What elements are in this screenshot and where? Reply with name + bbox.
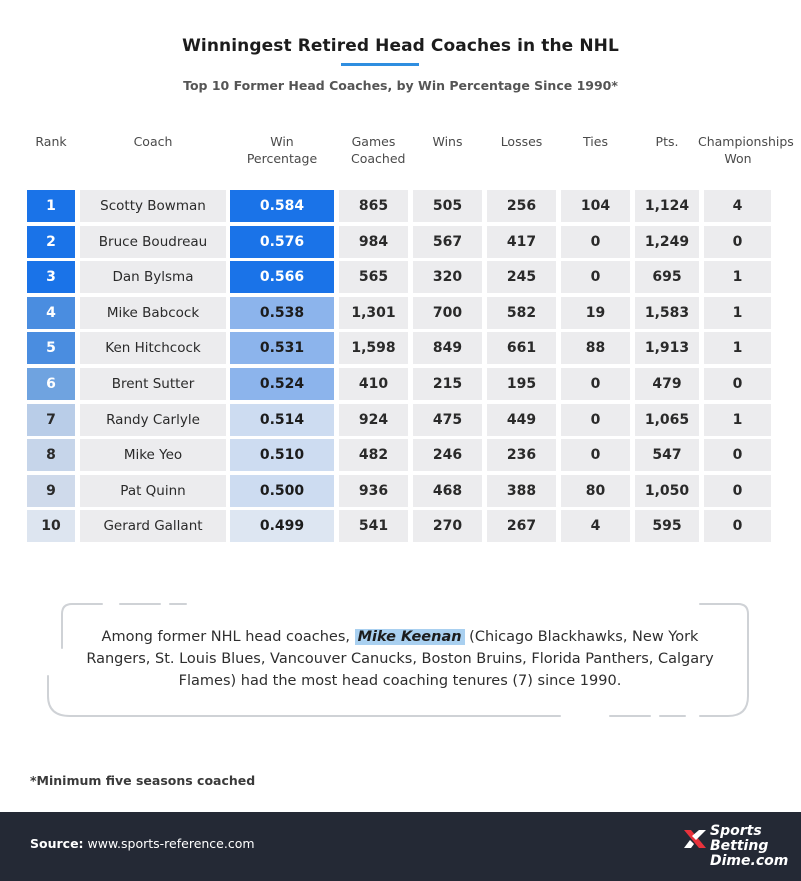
win-percentage-cell: 0.524 [230, 368, 334, 400]
win-percentage-cell: 0.514 [230, 404, 334, 436]
coach-cell: Mike Babcock [80, 297, 226, 329]
coach-cell: Dan Bylsma [80, 261, 226, 293]
wins-cell: 270 [413, 510, 482, 542]
coach-cell: Randy Carlyle [80, 404, 226, 436]
brand-logo [682, 822, 792, 872]
rank-cell: 4 [27, 297, 75, 329]
rank-cell: 5 [27, 332, 75, 364]
coach-cell: Scotty Bowman [80, 190, 226, 222]
rank-cell: 10 [27, 510, 75, 542]
source-line [30, 836, 255, 851]
losses-cell: 417 [487, 226, 556, 258]
losses-cell: 245 [487, 261, 556, 293]
callout-highlight: Mike Keenan [355, 629, 465, 645]
logo-line-3-suffix: .com [750, 853, 789, 869]
games-coached-cell: 984 [339, 226, 408, 258]
wins-cell: 320 [413, 261, 482, 293]
win-percentage-cell: 0.499 [230, 510, 334, 542]
championships-cell: 0 [704, 226, 771, 258]
wins-cell: 468 [413, 475, 482, 507]
rank-cell: 2 [27, 226, 75, 258]
games-coached-cell: 541 [339, 510, 408, 542]
wins-cell: 849 [413, 332, 482, 364]
ties-cell: 0 [561, 439, 630, 471]
rank-cell: 6 [27, 368, 75, 400]
points-cell: 1,124 [635, 190, 699, 222]
games-coached-cell: 410 [339, 368, 408, 400]
logo-line-3 [710, 854, 788, 868]
callout-text [85, 626, 715, 692]
coach-cell: Ken Hitchcock [80, 332, 226, 364]
championships-cell: 0 [704, 439, 771, 471]
championships-cell: 1 [704, 261, 771, 293]
chart-title: Winningest Retired Head Coaches in the NHL [182, 36, 619, 56]
games-coached-cell: 1,598 [339, 332, 408, 364]
points-cell: 1,583 [635, 297, 699, 329]
ties-cell: 104 [561, 190, 630, 222]
losses-cell: 267 [487, 510, 556, 542]
footnote: *Minimum five seasons coached [30, 773, 256, 788]
logo-line-2: Betting [710, 838, 769, 854]
header-losses: Losses [500, 134, 543, 149]
ties-cell: 0 [561, 261, 630, 293]
header-coach: Coach [133, 134, 173, 149]
title-underline [341, 63, 419, 66]
header-games-coached: Games Coached [351, 134, 406, 166]
coach-cell: Bruce Boudreau [80, 226, 226, 258]
points-cell: 547 [635, 439, 699, 471]
rank-cell: 7 [27, 404, 75, 436]
coach-cell: Gerard Gallant [80, 510, 226, 542]
win-percentage-cell: 0.510 [230, 439, 334, 471]
losses-cell: 236 [487, 439, 556, 471]
wins-cell: 505 [413, 190, 482, 222]
championships-cell: 1 [704, 297, 771, 329]
win-percentage-cell: 0.538 [230, 297, 334, 329]
wins-cell: 246 [413, 439, 482, 471]
losses-cell: 195 [487, 368, 556, 400]
championships-cell: 0 [704, 510, 771, 542]
games-coached-cell: 565 [339, 261, 408, 293]
coach-cell: Brent Sutter [80, 368, 226, 400]
championships-cell: 4 [704, 190, 771, 222]
ties-cell: 88 [561, 332, 630, 364]
source-value: www.sports-reference.com [87, 836, 255, 851]
header-ties: Ties [583, 134, 608, 149]
chart-subtitle: Top 10 Former Head Coaches, by Win Percentage Since 1990* [183, 78, 618, 93]
win-percentage-cell: 0.531 [230, 332, 334, 364]
losses-cell: 388 [487, 475, 556, 507]
ties-cell: 0 [561, 226, 630, 258]
win-percentage-cell: 0.566 [230, 261, 334, 293]
losses-cell: 449 [487, 404, 556, 436]
wins-cell: 475 [413, 404, 482, 436]
header-wins: Wins [432, 134, 463, 149]
rank-cell: 3 [27, 261, 75, 293]
ties-cell: 4 [561, 510, 630, 542]
wins-cell: 215 [413, 368, 482, 400]
games-coached-cell: 482 [339, 439, 408, 471]
logo-line-3-name: Dime [710, 853, 751, 869]
rank-cell: 9 [27, 475, 75, 507]
ties-cell: 19 [561, 297, 630, 329]
games-coached-cell: 924 [339, 404, 408, 436]
points-cell: 1,913 [635, 332, 699, 364]
coach-cell: Pat Quinn [80, 475, 226, 507]
wins-cell: 700 [413, 297, 482, 329]
points-cell: 1,050 [635, 475, 699, 507]
points-cell: 1,065 [635, 404, 699, 436]
ties-cell: 0 [561, 368, 630, 400]
win-percentage-cell: 0.584 [230, 190, 334, 222]
coach-cell: Mike Yeo [80, 439, 226, 471]
header-points: Pts. [655, 134, 679, 149]
games-coached-cell: 1,301 [339, 297, 408, 329]
losses-cell: 256 [487, 190, 556, 222]
points-cell: 1,249 [635, 226, 699, 258]
losses-cell: 582 [487, 297, 556, 329]
games-coached-cell: 936 [339, 475, 408, 507]
points-cell: 479 [635, 368, 699, 400]
points-cell: 595 [635, 510, 699, 542]
header-championships: Championships Won [698, 134, 794, 166]
logo-line-1: Sports [710, 823, 762, 839]
championships-cell: 0 [704, 475, 771, 507]
points-cell: 695 [635, 261, 699, 293]
header-rank: Rank [35, 134, 67, 149]
header-win-percentage: Win Percentage [246, 134, 318, 166]
rank-cell: 1 [27, 190, 75, 222]
ties-cell: 80 [561, 475, 630, 507]
championships-cell: 1 [704, 332, 771, 364]
ties-cell: 0 [561, 404, 630, 436]
footer [0, 812, 801, 881]
logo-mark-icon [682, 828, 708, 850]
callout-before: Among former NHL head coaches, [101, 629, 355, 645]
championships-cell: 0 [704, 368, 771, 400]
rank-cell: 8 [27, 439, 75, 471]
callout-after: (Chicago Blackhawks, New York Rangers, St. Louis Blues, Vancouver Canucks, Boston Bruins, Florida Panthers, Calgary Flames) had the most head coaching tenures (7) since 1990. [86, 629, 714, 689]
wins-cell: 567 [413, 226, 482, 258]
losses-cell: 661 [487, 332, 556, 364]
win-percentage-cell: 0.500 [230, 475, 334, 507]
source-label: Source: [30, 836, 84, 851]
championships-cell: 1 [704, 404, 771, 436]
games-coached-cell: 865 [339, 190, 408, 222]
win-percentage-cell: 0.576 [230, 226, 334, 258]
